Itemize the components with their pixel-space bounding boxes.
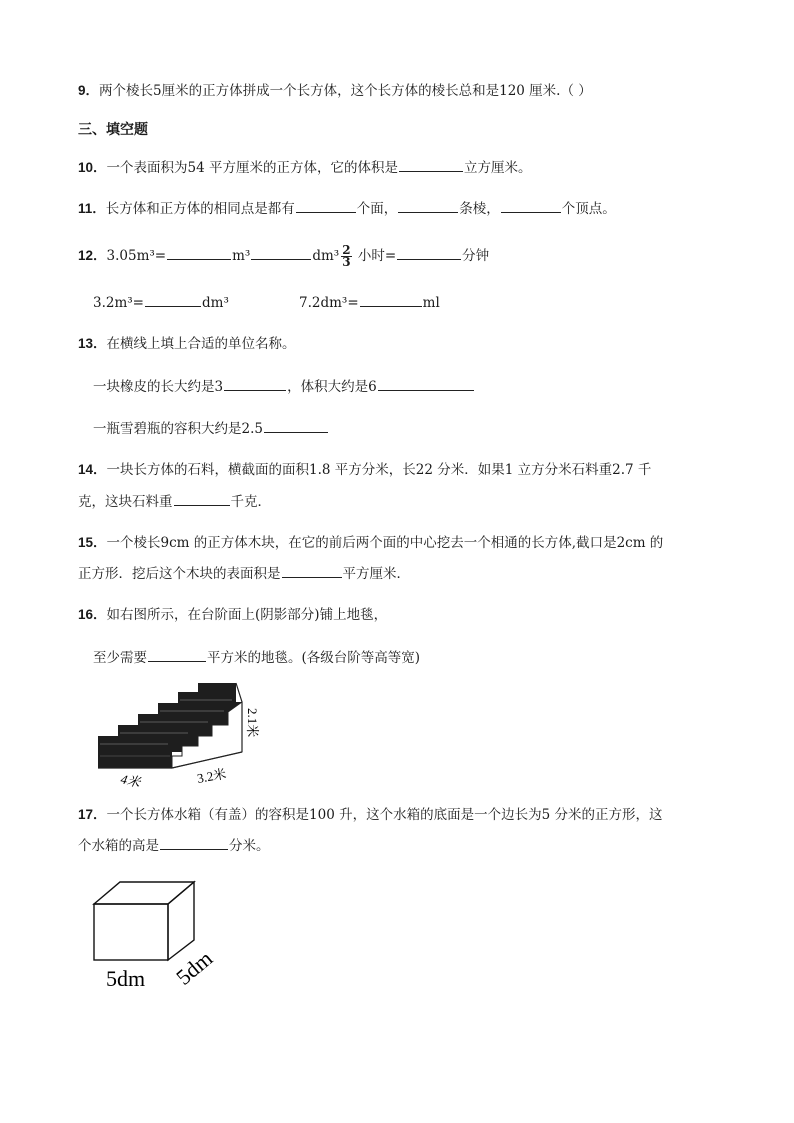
answer-blank[interactable]: [397, 245, 461, 260]
question-number: 9．: [78, 83, 100, 98]
question-13-line-2: [93, 418, 329, 439]
answer-blank[interactable]: [160, 835, 228, 850]
answer-blank[interactable]: [148, 647, 206, 662]
question-text: 条棱，: [459, 201, 500, 217]
front-edge-label: 5dm: [106, 966, 146, 991]
question-text: 一瓶雪碧瓶的容积大约是2.5: [93, 421, 263, 437]
side-edge-label: 5dm: [171, 945, 218, 990]
question-text: 个顶点。: [561, 201, 616, 217]
question-text: 两个棱长5厘米的正方体拼成一个长方体，这个长方体的棱长总和是120 厘米.（ ）: [99, 83, 592, 99]
question-text: 个水箱的高是: [78, 838, 159, 854]
question-9: [78, 81, 592, 101]
question-13: [78, 334, 296, 354]
question-16-line-2: [93, 647, 420, 668]
question-text: 正方形．挖后这个木块的表面积是: [78, 566, 281, 582]
height-label: 2.1米: [245, 708, 260, 738]
section-title: 三、填空题: [78, 122, 148, 138]
question-16: [78, 605, 387, 625]
cube-front-face: [94, 904, 168, 960]
question-number: 14．: [78, 462, 107, 477]
question-text: 千克．: [230, 494, 271, 510]
stairs-diagram: [92, 680, 272, 792]
question-text: 平方厘米．: [342, 566, 410, 582]
depth-label: 3.2米: [195, 766, 228, 786]
question-15: [78, 533, 663, 553]
answer-blank[interactable]: [167, 245, 231, 260]
question-number: 11．: [78, 201, 106, 216]
answer-blank[interactable]: [224, 376, 286, 391]
conversion-text: 3.2m³=: [93, 295, 144, 311]
question-15-line-2: [78, 563, 410, 584]
question-12-line-2b: [299, 292, 440, 313]
answer-blank[interactable]: [145, 292, 201, 307]
question-text: 一块长方体的石料，横截面的面积1.8 平方分米，长22 分米．如果1 立方分米石料重2.7 千: [106, 462, 652, 478]
answer-blank[interactable]: [501, 198, 561, 213]
cube-diagram: [88, 878, 238, 998]
question-number: 10．: [78, 160, 107, 175]
question-number: 12．: [78, 248, 107, 263]
answer-blank[interactable]: [296, 198, 356, 213]
answer-blank[interactable]: [399, 157, 463, 172]
question-number: 15．: [78, 535, 107, 550]
question-text: 分米。: [229, 838, 270, 854]
question-text: 一个长方体水箱（有盖）的容积是100 升，这个水箱的底面是一个边长为5 分米的正方形，这: [106, 807, 663, 823]
answer-blank[interactable]: [264, 418, 328, 433]
conversion-text: 3.05m³=: [106, 248, 167, 264]
question-number: 17．: [78, 807, 107, 822]
question-12: [78, 245, 489, 268]
question-13-line-1: [93, 376, 475, 397]
fraction-denominator: 3: [342, 255, 351, 269]
question-number: 16．: [78, 607, 107, 622]
question-number: 13．: [78, 336, 107, 351]
question-text: 克，这块石料重: [78, 494, 173, 510]
width-label: 4米: [119, 771, 142, 790]
conversion-text: 7.2dm³=: [299, 295, 359, 311]
unit-text: 分钟: [462, 248, 490, 264]
cube-side-face: [168, 882, 194, 960]
question-text: 长方体和正方体的相同点是都有: [105, 201, 295, 217]
question-text: 平方米的地毯。(各级台阶等高等宽): [207, 650, 421, 666]
question-text: 在横线上填上合适的单位名称。: [106, 336, 296, 352]
answer-blank[interactable]: [174, 491, 230, 506]
question-17: [78, 805, 662, 825]
answer-blank[interactable]: [282, 563, 342, 578]
question-17-line-2: [78, 835, 270, 856]
question-14: [78, 460, 651, 480]
cube-top-face: [94, 882, 194, 904]
unit-text: dm³: [202, 295, 229, 311]
question-text: 一个表面积为54 平方厘米的正方体，它的体积是: [106, 160, 399, 176]
question-text: 至少需要: [93, 650, 147, 666]
question-text: 一块橡皮的长大约是3: [93, 379, 224, 395]
answer-blank[interactable]: [360, 292, 422, 307]
question-11: [78, 198, 616, 219]
question-text: 一个棱长9cm 的正方体木块，在它的前后两个面的中心挖去一个相通的长方体,截口是2cm 的: [106, 535, 664, 551]
question-text: 如右图所示，在台阶面上(阴影部分)铺上地毯，: [106, 607, 388, 623]
conversion-text: 小时=: [357, 248, 397, 264]
answer-blank[interactable]: [378, 376, 474, 391]
fraction-numerator: 2: [342, 243, 351, 257]
question-text: 立方厘米。: [464, 160, 532, 176]
fraction: [341, 245, 351, 268]
unit-text: m³: [232, 248, 251, 264]
question-10: [78, 157, 532, 178]
question-14-line-2: [78, 491, 271, 512]
answer-blank[interactable]: [398, 198, 458, 213]
question-text: 个面，: [356, 201, 398, 217]
unit-text: dm³: [312, 248, 340, 264]
question-text: ，体积大约是6: [287, 379, 377, 395]
question-12-line-2: [93, 292, 229, 313]
answer-blank[interactable]: [251, 245, 311, 260]
unit-text: ml: [422, 295, 440, 311]
